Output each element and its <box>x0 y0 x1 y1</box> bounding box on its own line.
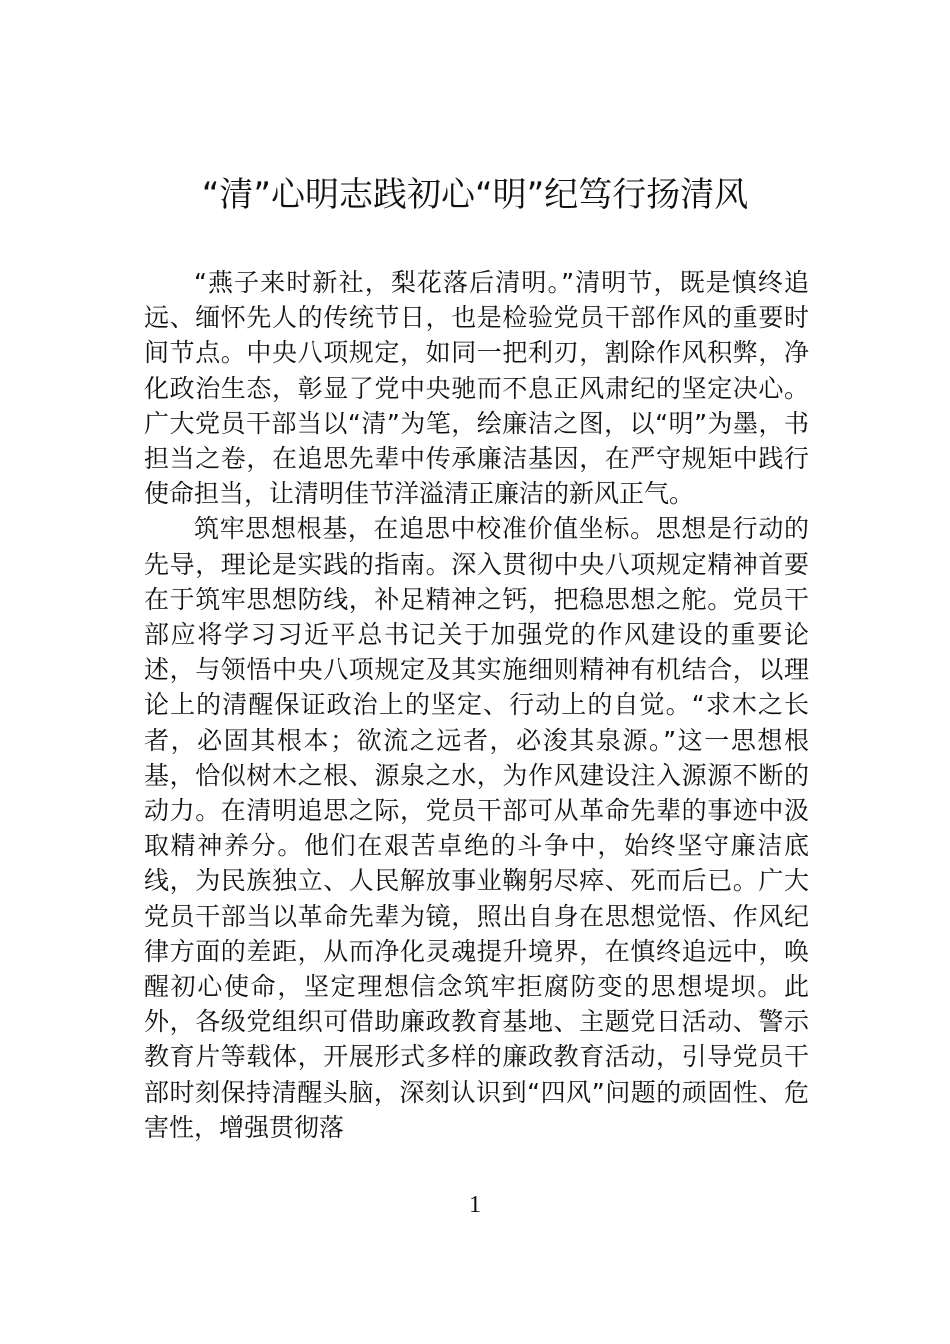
document-title: “清”心明志践初心“明”纪笃行扬清风 <box>201 175 749 215</box>
paragraph-ideological-foundation: 筑牢思想根基，在追思中校准价值坐标。思想是行动的先导，理论是实践的指南。深入贯彻中央八项规定精神首要在于筑牢思想防线，补足精神之钙，把稳思想之舵。党员干部应将学习习近平总书记关于加强党的作风建设的重要论述，与领悟中央八项规定及其实施细则精神有机结合，以理论上的清醒保证政治上的坚定、行动上的自觉。“求木之长者，必固其根本；欲流之远者，必浚其泉源。”这一思想根基，恰似树木之根、源泉之水，为作风建设注入源源不断的动力。在清明追思之际，党员干部可从革命先辈的事迹中汲取精神养分。他们在艰苦卓绝的斗争中，始终坚守廉洁底线，为民族独立、人民解放事业鞠躬尽瘁、死而后已。广大党员干部当以革命先辈为镜，照出自身在思想觉悟、作风纪律方面的差距，从而净化灵魂提升境界，在慎终追远中，唤醒初心使命，坚定理想信念筑牢拒腐防变的思想堤坝。此外，各级党组织可借助廉政教育基地、主题党日活动、警示教育片等载体，开展形式多样的廉政教育活动，引导党员干部时刻保持清醒头脑，深刻认识到“四风”问题的顽固性、危害性，增强贯彻落 <box>144 514 809 1142</box>
paragraph-intro: “燕子来时新社，梨花落后清明。”清明节，既是慎终追远、缅怀先人的传统节日，也是检验党员干部作风的重要时间节点。中央八项规定，如同一把利刃，割除作风积弊，净化政治生态，彰显了党中央驰而不息正风肃纪的坚定决心。广大党员干部当以“清”为笔，绘廉洁之图，以“明”为墨，书担当之卷，在追思先辈中传承廉洁基因，在严守规矩中践行使命担当，让清明佳节洋溢清正廉洁的新风正气。 <box>144 268 809 509</box>
page-number: 1 <box>469 1192 481 1218</box>
document-body <box>144 265 809 1145</box>
